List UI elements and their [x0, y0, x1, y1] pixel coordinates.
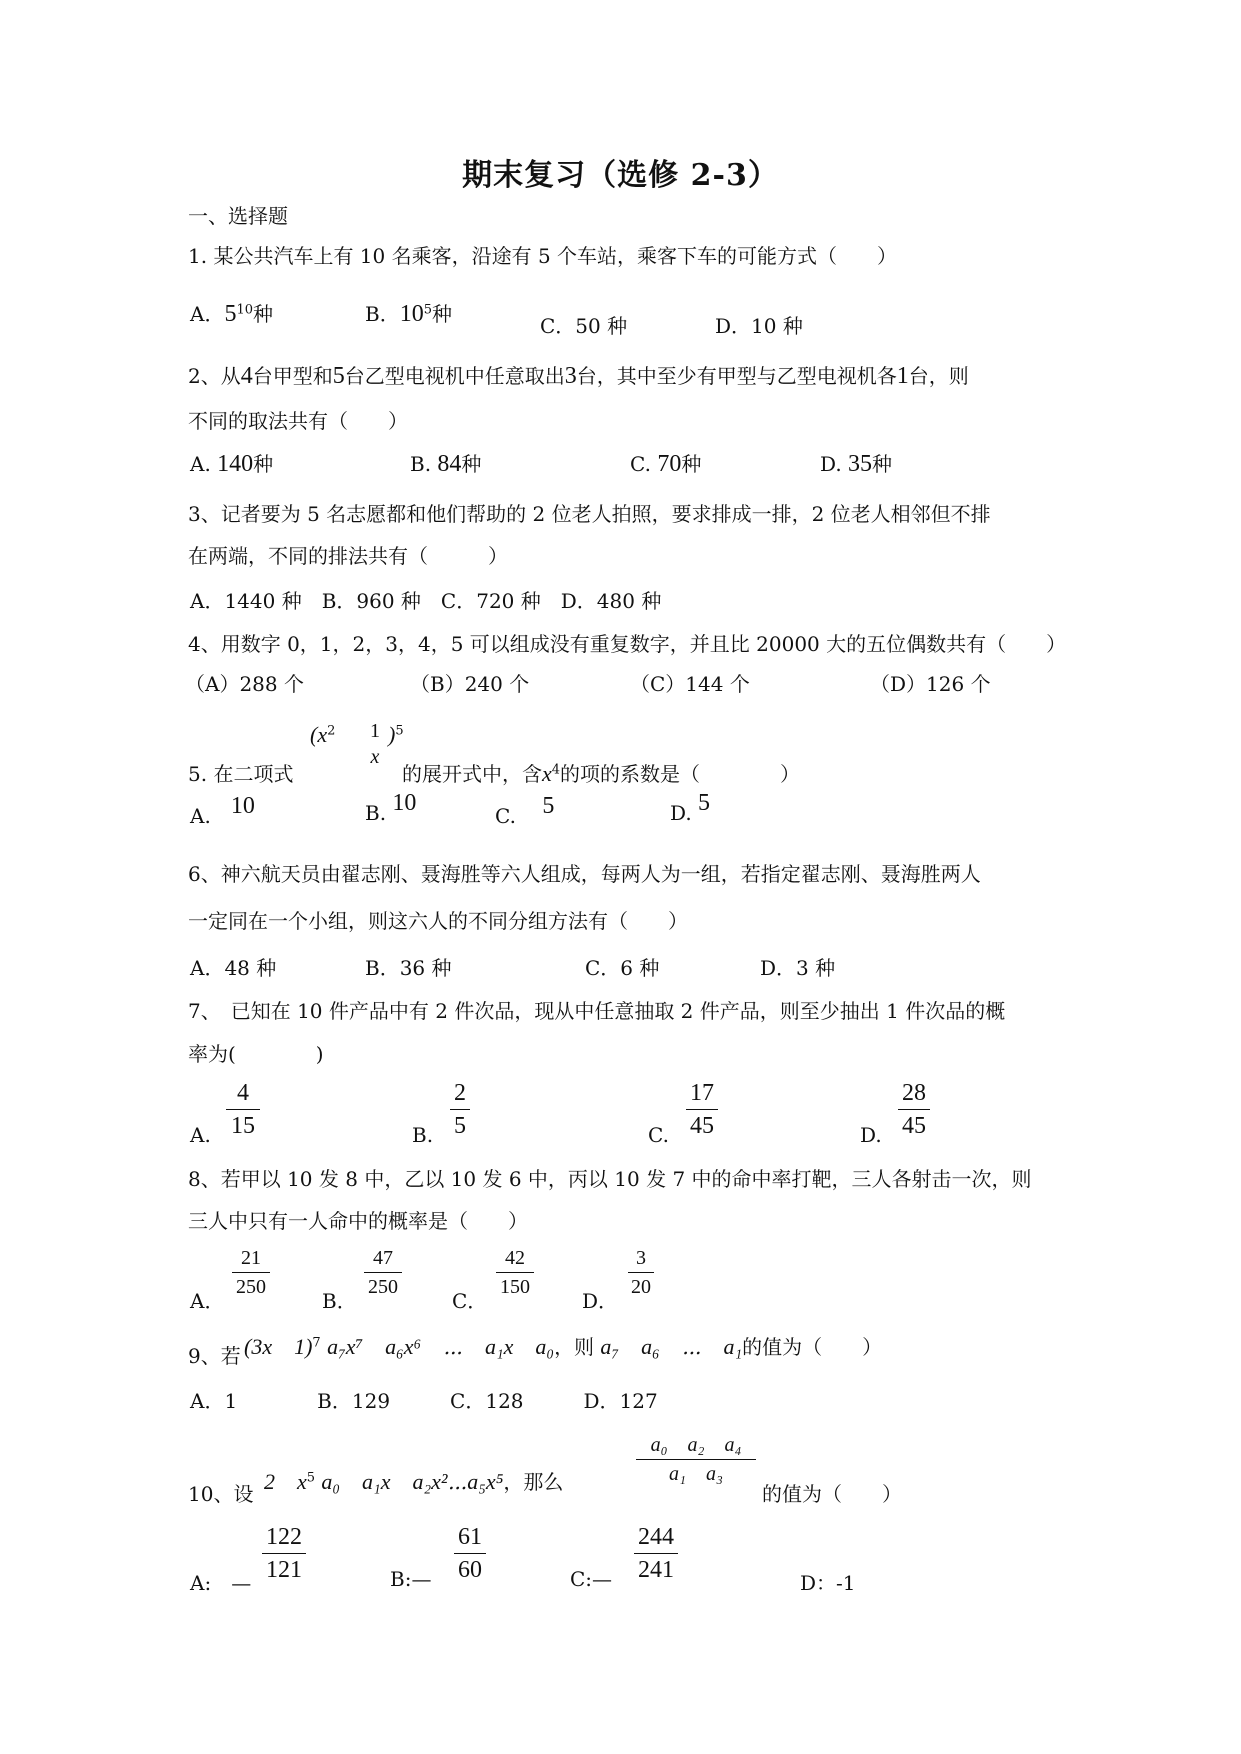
q7-option-d-fraction: 28 45: [898, 1078, 930, 1141]
question-1-text: 1. 某公共汽车上有 10 名乘客，沿途有 5 个车站，乘客下车的可能方式（ ）: [188, 244, 898, 268]
page-title: 期末复习（选修 2-3）: [462, 158, 779, 193]
question-4-text: 4、用数字 0，1，2，3，4，5 可以组成没有重复数字，并且比 20000 大的五位偶数共有（ ）: [188, 632, 1067, 656]
q8-option-a-fraction: 21 250: [232, 1245, 270, 1300]
q4-option-a: （A）288 个: [185, 672, 304, 696]
q5-option-b: B. 10: [365, 790, 417, 825]
q7-option-d-label: D.: [860, 1123, 882, 1147]
question-7-line-2: 率为( ): [188, 1042, 324, 1066]
question-10-prefix: 10、设: [188, 1482, 254, 1506]
q10-option-b-label: B:—: [390, 1567, 432, 1591]
q9-options: A．1 B．129 C．128 D．127: [190, 1389, 658, 1413]
question-8-line-2: 三人中只有一人命中的概率是（ ）: [188, 1209, 528, 1233]
q4-option-c: （C）144 个: [630, 672, 750, 696]
q8-option-c-fraction: 42 150: [496, 1245, 534, 1300]
question-10-suffix: 的值为（ ）: [762, 1482, 902, 1506]
q2-option-d: D. 35种: [820, 451, 893, 477]
q6-option-b: B．36 种: [365, 956, 452, 980]
q10-option-a-fraction: 122 121: [262, 1522, 306, 1585]
q7-option-b-label: B.: [412, 1123, 434, 1147]
q6-option-d: D．3 种: [760, 956, 836, 980]
q2-option-c: C. 70种: [630, 451, 702, 477]
q3-options: A．1440 种 B．960 种 C．720 种 D．480 种: [190, 589, 662, 613]
question-5-middle: 的展开式中，含$x^4$的项的系数是（ ）: [402, 761, 801, 786]
question-2-line-1: 2、从4台甲型和5台乙型电视机中任意取出3台，其中至少有甲型与乙型电视机各1台，则: [188, 363, 969, 389]
q5-binomial-fraction: 1 x: [370, 720, 380, 768]
q10-option-c-label: C:—: [570, 1567, 613, 1591]
q7-option-c-label: C.: [648, 1123, 669, 1147]
q1-option-b: B．$10^5$种: [365, 301, 452, 327]
q2-option-b: B. 84种: [410, 451, 482, 477]
q8-option-c-label: C．: [452, 1289, 488, 1313]
q5-binomial: ($x^2$: [310, 722, 336, 747]
q5-binomial-close: )$^5$: [388, 722, 404, 747]
q8-option-b-fraction: 47 250: [364, 1245, 402, 1300]
q4-option-d: （D）126 个: [870, 672, 991, 696]
question-2-line-2: 不同的取法共有（ ）: [188, 409, 408, 433]
q10-equation: 2 $x^5$ a₀ a₁x a₂x²⋯a₅x⁵，那么: [264, 1469, 564, 1494]
q6-option-c: C．6 种: [585, 956, 660, 980]
question-7-line-1: 7、 已知在 10 件产品中有 2 件次品，现从中任意抽取 2 件产品，则至少抽出 1 件次品的概: [188, 999, 1006, 1023]
q7-option-a-label: A.: [190, 1123, 211, 1147]
q6-option-a: A．48 种: [190, 956, 277, 980]
q5-option-d: D. 5: [670, 790, 711, 825]
q7-option-c-fraction: 17 45: [686, 1078, 718, 1141]
q10-option-b-fraction: 61 60: [454, 1522, 486, 1585]
question-5-prefix: 5. 在二项式: [188, 762, 294, 786]
q5-option-c: C. 5: [495, 793, 555, 828]
q8-option-d-fraction: 3 20: [628, 1245, 654, 1300]
q1-option-c: C．50 种: [540, 314, 628, 338]
question-3-line-1: 3、记者要为 5 名志愿都和他们帮助的 2 位老人拍照，要求排成一排，2 位老人相邻但不排: [188, 502, 991, 526]
question-6-line-1: 6、神六航天员由翟志刚、聂海胜等六人组成，每两人为一组，若指定翟志刚、聂海胜两人: [188, 862, 981, 886]
q10-option-c-fraction: 244 241: [634, 1522, 678, 1585]
question-6-line-2: 一定同在一个小组，则这六人的不同分组方法有（ ）: [188, 909, 688, 933]
question-8-line-1: 8、若甲以 10 发 8 中，乙以 10 发 6 中，丙以 10 发 7 中的命中率打靶，三人各射击一次，则: [188, 1167, 1032, 1191]
q10-ratio-fraction: a₀ a₂ a₄ a₁ a₃: [636, 1432, 756, 1487]
q5-option-a: A. 10: [190, 793, 255, 828]
q8-option-d-label: D．: [582, 1289, 619, 1313]
q2-option-a: A. 140种: [190, 451, 274, 477]
q9-equation: (3x 1)$^7$ a₇x⁷ a₆x⁶ ⋯ a₁x a₀，则 a₇ a₆ ⋯ a₁的值为（ ）: [244, 1334, 883, 1359]
q1-option-d: D．10 种: [715, 314, 803, 338]
q10-option-a-label: A: —: [190, 1571, 252, 1595]
question-3-line-2: 在两端，不同的排法共有（ ）: [188, 544, 508, 568]
q8-option-b-label: B．: [322, 1289, 357, 1313]
q1-option-a: A．$5^{10}$种: [190, 301, 273, 327]
q8-option-a-label: A．: [190, 1289, 225, 1313]
question-9-prefix: 9、若: [188, 1344, 241, 1368]
q7-option-a-fraction: 4 15: [226, 1078, 260, 1141]
q4-option-b: （B）240 个: [410, 672, 530, 696]
section-heading: 一、选择题: [188, 204, 288, 228]
q10-option-d: D：-1: [800, 1571, 856, 1595]
q7-option-b-fraction: 2 5: [450, 1078, 470, 1141]
